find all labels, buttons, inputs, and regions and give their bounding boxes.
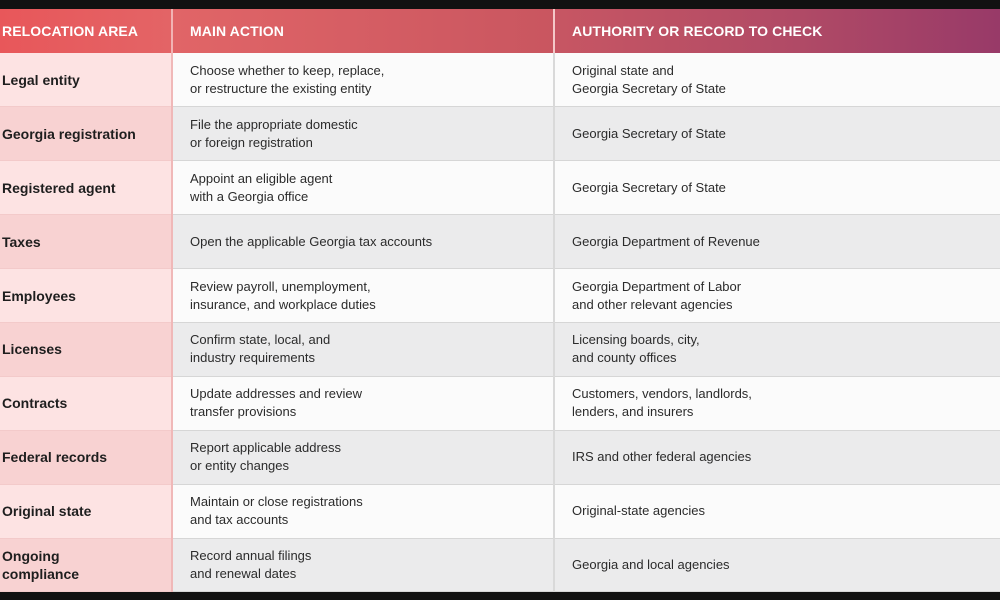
authority-cell-line: Georgia and local agencies — [572, 556, 730, 572]
authority-cell — [554, 215, 1000, 269]
authority-cell-line: Georgia Secretary of State — [572, 80, 726, 96]
relocation-area-cell — [0, 53, 172, 107]
authority-cell — [554, 269, 1000, 323]
authority-cell — [554, 107, 1000, 161]
relocation-area-cell-line: Federal records — [2, 449, 108, 466]
main-action-cell — [172, 538, 554, 592]
main-action-cell — [172, 161, 554, 215]
main-action-cell — [172, 53, 554, 107]
table-row — [0, 430, 1000, 484]
relocation-area-cell — [0, 484, 172, 538]
main-action-cell-line: Maintain or close registrations — [190, 494, 363, 510]
relocation-area-cell — [0, 538, 172, 592]
relocation-checklist-table — [0, 9, 1000, 592]
relocation-area-cell-line: Licenses — [2, 341, 62, 358]
authority-cell-line: Original-state agencies — [572, 503, 705, 519]
relocation-area-cell-line: Legal entity — [2, 71, 80, 88]
authority-cell-line: and county offices — [572, 350, 677, 366]
table-header — [0, 9, 1000, 53]
authority-cell — [554, 53, 1000, 107]
table-row — [0, 484, 1000, 538]
main-action-cell-line: Confirm state, local, and — [190, 332, 331, 348]
authority-cell-line: Original state and — [572, 62, 674, 78]
relocation-area-cell-line: Contracts — [2, 395, 68, 412]
table-row — [0, 53, 1000, 107]
authority-cell-line: and other relevant agencies — [572, 296, 733, 312]
main-action-cell-line: or restructure the existing entity — [190, 80, 372, 96]
main-action-cell — [172, 269, 554, 323]
relocation-area-cell — [0, 376, 172, 430]
relocation-area-cell-line: Employees — [2, 287, 76, 304]
relocation-area-cell-line: compliance — [2, 565, 80, 582]
main-action-cell-line: Update addresses and review — [190, 386, 362, 402]
table-row — [0, 376, 1000, 430]
authority-cell — [554, 376, 1000, 430]
relocation-area-cell — [0, 215, 172, 269]
main-action-cell-line: File the appropriate domestic — [190, 116, 358, 132]
authority-cell-line: Licensing boards, city, — [572, 332, 700, 348]
main-action-cell — [172, 215, 554, 269]
main-action-cell — [172, 484, 554, 538]
main-action-cell-line: industry requirements — [190, 350, 315, 366]
relocation-area-cell — [0, 430, 172, 484]
main-action-cell-line: transfer provisions — [190, 404, 297, 420]
table-row — [0, 322, 1000, 376]
table-row — [0, 107, 1000, 161]
main-action-cell-line: Appoint an eligible agent — [190, 170, 333, 186]
authority-cell — [554, 322, 1000, 376]
authority-cell-line: Georgia Secretary of State — [572, 125, 726, 141]
authority-cell-line: Customers, vendors, landlords, — [572, 386, 752, 402]
main-action-cell-line: insurance, and workplace duties — [190, 296, 376, 312]
relocation-area-cell-line: Ongoing — [2, 547, 60, 564]
authority-cell — [554, 430, 1000, 484]
table-row — [0, 269, 1000, 323]
authority-cell — [554, 538, 1000, 592]
header-row — [0, 9, 1000, 53]
main-action-cell-line: with a Georgia office — [190, 188, 309, 204]
column-header-main-action: MAIN ACTION — [172, 9, 554, 53]
relocation-area-cell — [0, 161, 172, 215]
main-action-cell-line: Review payroll, unemployment, — [190, 278, 371, 294]
main-action-cell-line: and tax accounts — [190, 512, 289, 528]
column-header-authority: AUTHORITY OR RECORD TO CHECK — [554, 9, 1000, 53]
table-row — [0, 161, 1000, 215]
main-action-cell — [172, 376, 554, 430]
main-action-cell-line: Record annual filings — [190, 547, 312, 563]
table-body — [0, 53, 1000, 592]
relocation-area-cell-line: Georgia registration — [2, 125, 136, 142]
main-action-cell-line: or foreign registration — [190, 134, 313, 150]
authority-cell-line: Georgia Secretary of State — [572, 179, 726, 195]
main-action-cell-line: Open the applicable Georgia tax accounts — [190, 233, 433, 249]
main-action-cell — [172, 107, 554, 161]
relocation-area-cell — [0, 322, 172, 376]
authority-cell-line: lenders, and insurers — [572, 404, 694, 420]
relocation-area-cell-line: Registered agent — [2, 179, 116, 196]
authority-cell-line: Georgia Department of Revenue — [572, 233, 760, 249]
relocation-area-cell — [0, 107, 172, 161]
relocation-table-container — [0, 9, 1000, 592]
main-action-cell-line: or entity changes — [190, 458, 290, 474]
authority-cell-line: IRS and other federal agencies — [572, 449, 752, 465]
authority-cell — [554, 484, 1000, 538]
column-header-relocation-area: RELOCATION AREA — [0, 9, 172, 53]
authority-cell — [554, 161, 1000, 215]
main-action-cell — [172, 322, 554, 376]
main-action-cell-line: and renewal dates — [190, 565, 297, 581]
main-action-cell — [172, 430, 554, 484]
relocation-area-cell-line: Taxes — [2, 233, 41, 250]
authority-cell-line: Georgia Department of Labor — [572, 278, 742, 294]
relocation-area-cell — [0, 269, 172, 323]
table-row — [0, 215, 1000, 269]
relocation-area-cell-line: Original state — [2, 503, 92, 520]
main-action-cell-line: Choose whether to keep, replace, — [190, 62, 385, 78]
main-action-cell-line: Report applicable address — [190, 440, 342, 456]
table-row — [0, 538, 1000, 592]
